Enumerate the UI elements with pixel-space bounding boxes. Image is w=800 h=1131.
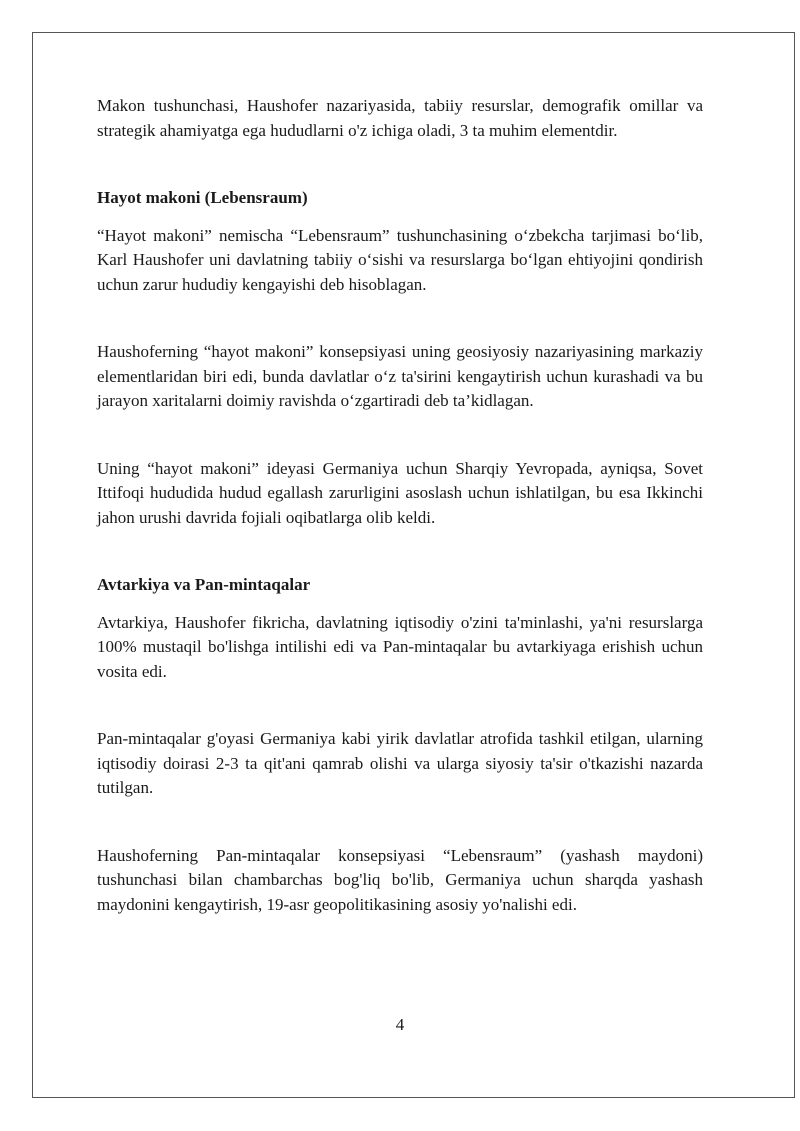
paragraph-lebensraum-concept: Haushoferning “hayot makoni” konsepsiyasi uning geosiyosiy nazariyasining markaziy elementlaridan biri edi, bunda davlatlar o‘z ta'sirini kengaytirish uchun kurashadi va bu jarayon xaritalarni doimiy ravishda o‘zgartiradi deb ta’kidlagan. [97, 342, 703, 410]
document-body [97, 94, 703, 917]
intro-paragraph: Makon tushunchasi, Haushofer nazariyasida, tabiiy resurslar, demografik omillar va strategik ahamiyatga ega hududlarni o'z ichiga oladi, 3 ta muhim elementdir. [97, 96, 703, 140]
page-number: 4 [395, 1015, 405, 1034]
paragraph-pan-regions-concept: Haushoferning Pan-mintaqalar konsepsiyasi “Lebensraum” (yashash maydoni) tushunchasi bilan chambarchas bog'liq bo'lib, Germaniya uchun sharqda yashash maydonini kengaytirish, 19-asr geopolitikasining asosiy yo'nalishi edi. [97, 845, 703, 914]
section-heading-autarky: Avtarkiya va Pan-mintaqalar [97, 575, 311, 594]
paragraph-lebensraum-definition: “Hayot makoni” nemischa “Lebensraum” tushunchasining o‘zbekcha tarjimasi bo‘lib, Karl Haushofer uni davlatning tabiiy o‘sishi va resurslarga bo‘lgan ehtiyojini qondirish uchun zarur hududiy kengayishi deb hisoblagan. [97, 225, 703, 294]
section-heading-lebensraum: Hayot makoni (Lebensraum) [97, 188, 308, 207]
paragraph-autarky-definition: Avtarkiya, Haushofer fikricha, davlatning iqtisodiy o'zini ta'minlashi, ya'ni resurslarga 100% mustaqil bo'lishga intilishi edi va Pan-mintaqalar bu avtarkiyaga erishish uchun vosita edi. [97, 612, 703, 681]
paragraph-pan-regions-idea: Pan-mintaqalar g'oyasi Germaniya kabi yirik davlatlar atrofida tashkil etilgan, ularning iqtisodiy doirasi 2-3 ta qit'ani qamrab olishi va ularga siyosiy ta'sir o'tkazishi nazarda tutilgan. [97, 729, 703, 797]
paragraph-lebensraum-idea: Uning “hayot makoni” ideyasi Germaniya uchun Sharqiy Yevropada, ayniqsa, Sovet Ittifoqi hududida hudud egallash zarurligini asoslash uchun ishlatilgan, bu esa Ikkinchi jahon urushi davrida fojiali oqibatlarga olib keldi. [97, 458, 703, 527]
